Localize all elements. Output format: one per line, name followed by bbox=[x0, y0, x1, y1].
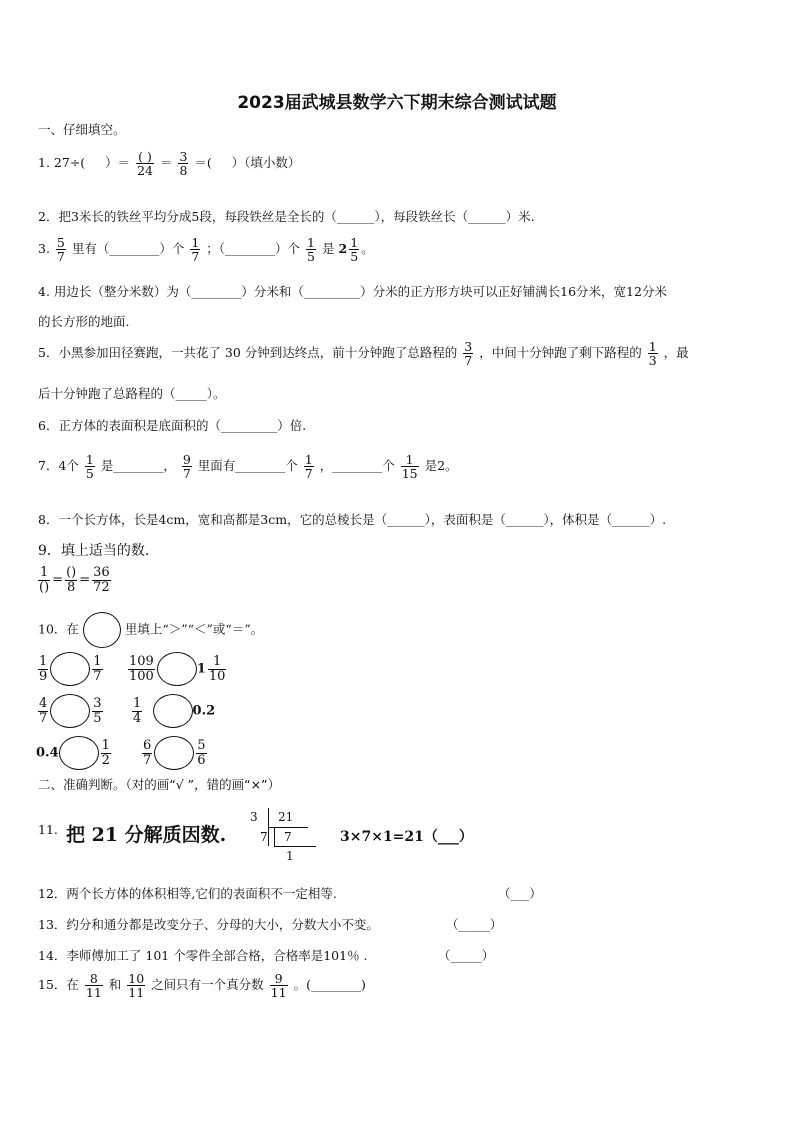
q1-number: 1. bbox=[38, 155, 50, 171]
q9-a-den: () bbox=[39, 579, 50, 595]
q10-1-left-den: 9 bbox=[39, 668, 48, 684]
question-9-equation bbox=[36, 566, 113, 594]
q5-f2-den: 3 bbox=[648, 353, 657, 369]
q1-frac-den: 8 bbox=[179, 163, 188, 179]
q10-2-left-den: 100 bbox=[129, 668, 154, 684]
q10-4-right-value: 0.2 bbox=[192, 703, 216, 719]
q9-a-num: 1 bbox=[39, 565, 49, 580]
q1-text-d: ）（填小数） bbox=[231, 155, 301, 171]
question-3 bbox=[38, 236, 374, 263]
q10-2-right-whole: 1 bbox=[196, 661, 206, 677]
q15-fraction-3 bbox=[270, 972, 288, 999]
q10-sample-circle bbox=[83, 612, 121, 648]
question-14: 14．李师傅加工了 101 个零件全部合格，合格率是101％ . bbox=[38, 948, 368, 963]
q11-bracket-2 bbox=[274, 827, 275, 847]
q7-fraction-2 bbox=[182, 453, 192, 480]
q10-3-right-num: 3 bbox=[93, 695, 102, 711]
q5-text-3: ，最 bbox=[663, 345, 689, 361]
q10-item-3 bbox=[36, 694, 105, 728]
q15-text-0: 15．在 bbox=[38, 977, 79, 993]
q11-result: 3×7×1=21（___） bbox=[340, 829, 473, 845]
q5-text-2: ，中间十分钟跑了剩下路程的 bbox=[479, 345, 642, 361]
q5-text-1: 5．小黑参加田径赛跑，一共花了 30 分钟到达终点，前十分钟跑了总路程的 bbox=[38, 345, 458, 361]
q10-6-left-num: 6 bbox=[143, 737, 152, 753]
q15-fraction-2 bbox=[127, 972, 145, 999]
q10-item-1 bbox=[36, 652, 105, 686]
q5-fraction-1 bbox=[463, 340, 473, 367]
q1-denominator: 24 bbox=[137, 163, 153, 179]
q11-dividend: 21 bbox=[278, 810, 294, 824]
question-15 bbox=[38, 972, 366, 999]
q11-quotient-2: 1 bbox=[286, 849, 294, 863]
q10-1-right-num: 1 bbox=[93, 653, 102, 669]
q7-text-0: 7．4个 bbox=[38, 458, 79, 474]
q10-3-right-den: 5 bbox=[93, 710, 102, 726]
q9-eq-1: = bbox=[52, 572, 64, 588]
q3-whole: 2 bbox=[338, 241, 348, 257]
q15-text-1: 和 bbox=[108, 977, 122, 993]
q1-fraction-blank bbox=[136, 150, 154, 177]
q1-blank-numerator: ( ) bbox=[136, 150, 154, 164]
q10-1-left-num: 1 bbox=[39, 653, 48, 669]
section-1-heading: 一、仔细填空。 bbox=[38, 122, 126, 137]
q7-fraction-1 bbox=[85, 453, 95, 480]
q10-2-left-num: 109 bbox=[129, 653, 154, 669]
q10-4-left-den: 4 bbox=[133, 710, 142, 726]
q10-number: 10．在 bbox=[38, 621, 79, 637]
q10-6-left-den: 7 bbox=[143, 752, 152, 768]
q9-b-den: 8 bbox=[67, 579, 76, 595]
question-6: 6．正方体的表面积是底面积的（_________）倍. bbox=[38, 418, 307, 433]
q9-c-den: 72 bbox=[93, 579, 110, 595]
q10-6-answer-circle[interactable] bbox=[154, 736, 194, 770]
question-1 bbox=[38, 150, 300, 177]
q9-eq-2: = bbox=[79, 572, 91, 588]
q3-f4-num: 1 bbox=[350, 235, 359, 250]
q7-f2-den: 7 bbox=[182, 466, 191, 482]
q3-end: 。 bbox=[361, 241, 374, 257]
q11-divisor-1: 3 bbox=[250, 810, 258, 824]
section-2-heading: 二、准确判断。（对的画“√ ”，错的画“×”） bbox=[38, 777, 281, 792]
q10-4-left-num: 1 bbox=[133, 695, 142, 711]
q1-text-a: 27÷( bbox=[53, 155, 86, 171]
q15-f1-den: 11 bbox=[85, 985, 102, 1001]
q11-quotient-1: 7 bbox=[284, 830, 292, 844]
q3-f3-den: 5 bbox=[307, 249, 315, 265]
q15-fraction-1 bbox=[85, 972, 103, 999]
q7-f2-num: 9 bbox=[182, 452, 191, 467]
q9-b-num: () bbox=[66, 565, 77, 580]
q7-f3-num: 1 bbox=[304, 452, 313, 467]
q10-6-right-den: 6 bbox=[197, 752, 206, 768]
q15-f2-num: 10 bbox=[128, 971, 145, 986]
q15-f3-den: 11 bbox=[270, 985, 287, 1001]
q3-f3-num: 1 bbox=[307, 235, 315, 250]
q9-fraction-a bbox=[38, 566, 50, 594]
q10-3-left-num: 4 bbox=[39, 695, 48, 711]
q3-number: 3. bbox=[38, 241, 50, 257]
q7-f1-num: 1 bbox=[85, 452, 94, 467]
q10-item-5 bbox=[36, 736, 113, 770]
q9-fraction-b bbox=[65, 566, 77, 594]
q15-f1-num: 8 bbox=[85, 972, 103, 986]
q1-text-c: ＝( bbox=[194, 155, 212, 171]
q11-text: 把 21 分解质因数. bbox=[66, 824, 227, 846]
q3-f4-den: 5 bbox=[350, 249, 359, 265]
question-12: 12．两个长方体的体积相等,它们的表面积不一定相等. bbox=[38, 886, 337, 901]
q12-answer: （___） bbox=[498, 886, 542, 901]
q3-text-3: 是 bbox=[321, 241, 335, 257]
q5-f1-den: 7 bbox=[464, 353, 473, 369]
question-7 bbox=[38, 453, 458, 480]
q9-fraction-c bbox=[92, 566, 111, 594]
q7-fraction-4 bbox=[401, 453, 419, 480]
question-4-line-1: 4. 用边长（整分米数）为（________）分米和（_________）分米的正方形方块可以正好铺满长16分米，宽12分米 bbox=[38, 284, 667, 299]
q10-5-right-num: 1 bbox=[101, 737, 110, 753]
question-13: 13．约分和通分都是改变分子、分母的大小，分数大小不变。 bbox=[38, 917, 379, 932]
q7-f3-den: 7 bbox=[304, 466, 313, 482]
q10-instruction: 里填上“＞”“＜”或“＝”。 bbox=[124, 621, 264, 637]
question-9-label: 9．填上适当的数. bbox=[38, 543, 150, 559]
q3-f2-den: 7 bbox=[191, 249, 200, 265]
q3-fraction-3 bbox=[306, 236, 316, 263]
question-5-line-1 bbox=[38, 340, 689, 367]
q10-6-right-num: 5 bbox=[197, 737, 206, 753]
q14-answer: （_____） bbox=[438, 948, 495, 963]
q5-fraction-2 bbox=[648, 340, 658, 367]
q1-fraction bbox=[178, 150, 188, 177]
q3-f1-num: 5 bbox=[56, 235, 65, 250]
question-5-line-2: 后十分钟跑了总路程的（_____）。 bbox=[38, 386, 226, 401]
q1-text-b: ）＝ bbox=[105, 155, 131, 171]
page-title: 2023届武城县数学六下期末综合测试试题 bbox=[237, 93, 557, 113]
q7-f4-den: 15 bbox=[401, 466, 418, 482]
q15-f3-num: 9 bbox=[270, 972, 288, 986]
q10-item-6 bbox=[140, 736, 209, 770]
q10-5-answer-circle[interactable] bbox=[59, 736, 99, 770]
q10-1-right-den: 7 bbox=[93, 668, 102, 684]
q13-answer: （_____） bbox=[446, 917, 503, 932]
q7-text-1: 是________， bbox=[100, 458, 176, 474]
q9-c-num: 36 bbox=[93, 565, 110, 580]
q5-f1-num: 3 bbox=[464, 339, 473, 354]
q10-1-answer-circle[interactable] bbox=[50, 652, 90, 686]
q3-fraction-2 bbox=[190, 236, 200, 263]
q10-3-left-den: 7 bbox=[39, 710, 48, 726]
q10-2-answer-circle[interactable] bbox=[157, 652, 197, 686]
q7-text-2: 里面有________个 bbox=[197, 458, 298, 474]
q15-text-2: 之间只有一个真分数 bbox=[151, 977, 264, 993]
q10-3-answer-circle[interactable] bbox=[50, 694, 90, 728]
q10-4-answer-circle[interactable] bbox=[153, 694, 193, 728]
q10-item-2 bbox=[126, 652, 228, 686]
q10-2-right-num: 1 bbox=[208, 655, 227, 670]
q3-f1-den: 7 bbox=[56, 249, 65, 265]
q11-divisor-2: 7 bbox=[260, 830, 268, 844]
q1-equals: ＝ bbox=[159, 155, 173, 171]
q7-text-4: 是2。 bbox=[424, 458, 458, 474]
q11-number: 11. bbox=[38, 822, 58, 837]
question-8: 8．一个长方体，长是4cm，宽和高都是3cm，它的总棱长是（______），表面积是（______），体积是（______）. bbox=[38, 512, 667, 527]
q15-f2-den: 11 bbox=[128, 985, 145, 1001]
q5-f2-num: 1 bbox=[648, 339, 657, 354]
q7-text-3: ，________个 bbox=[319, 458, 395, 474]
question-2: 2．把3米长的铁丝平均分成5段，每段铁丝是全长的（______），每段铁丝长（______）米. bbox=[38, 209, 535, 224]
q3-fraction-1 bbox=[56, 236, 66, 263]
q11-rule-2 bbox=[274, 846, 316, 847]
q10-5-right-den: 2 bbox=[101, 752, 110, 768]
question-4-line-2: 的长方形的地面. bbox=[38, 314, 130, 329]
q10-item-4 bbox=[130, 694, 215, 728]
q7-f1-den: 5 bbox=[85, 466, 94, 482]
q10-5-left-value: 0.4 bbox=[36, 745, 59, 761]
q11-short-division bbox=[244, 806, 324, 864]
q7-f4-num: 1 bbox=[401, 453, 419, 467]
q3-text-2: ；（________）个 bbox=[206, 241, 301, 257]
q1-frac-num: 3 bbox=[179, 149, 188, 164]
q3-fraction-4 bbox=[349, 236, 359, 263]
q7-fraction-3 bbox=[304, 453, 314, 480]
question-10 bbox=[38, 612, 263, 648]
q15-text-3: 。(________) bbox=[293, 977, 366, 993]
q3-text-1: 里有（________）个 bbox=[71, 241, 185, 257]
q3-f2-num: 1 bbox=[191, 235, 200, 250]
q10-2-right-den: 10 bbox=[208, 668, 226, 684]
